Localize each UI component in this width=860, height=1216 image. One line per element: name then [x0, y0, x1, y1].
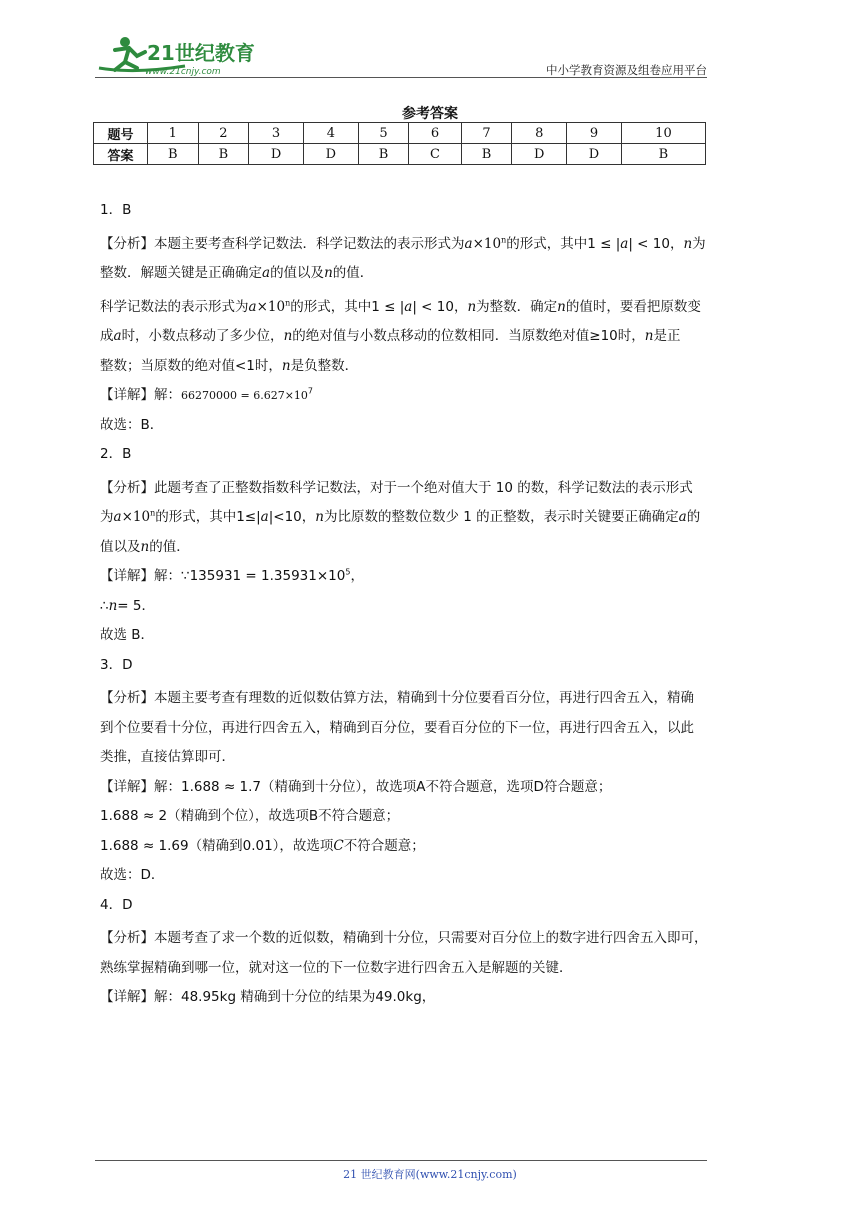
question-1-heading: 1．B	[100, 202, 132, 218]
question-number: 8	[512, 123, 567, 144]
question-3-analysis: 【分析】本题主要考查有理数的近似数估算方法，精确到十分位要看百分位，再进行四舍五入，精确	[100, 690, 694, 706]
question-1-conclusion: 故选：B．	[100, 416, 164, 433]
solutions: 1．B 【分析】本题主要考查科学记数法．科学记数法的表示形式为$a\times 10^n$的形式，其中1 ≤ |a| < 10，n为 整数．解题关键是正确确定a的值以及n的值． 科学记数法的表示形式为$a\times 10^n$的形式，其中1 ≤ |a| < 10，n为整数．确定n的值时，要看把原数变 成a时，小数点移动了多少位，n的绝对值与小数点移动的位数相同．当原数绝对值≥10时，n是正 整数；当原数的绝对值<1时，n是负整数． 【详解】解：$66270000 = 6.627\times 10^7$ 故选：B． 2．B 【分析】此题考查了正整数指数科学记数法，对于一个绝对值大于 10 的数，科学记数法的表示形式 为$a\times 10^n$的形式，其中1≤|a|<10，n为比原数的整数位数少 1 的正整数，表示时关键要正确确定a的 值以及n的值． 【详解】解：∵135931 = $1.35931\times 10^5$， ∴n= 5． 故选 B． 3．D 【分析】本题主要考查有理数的近似数估算方法，精确到十分位要看百分位，再进行四舍五入，精确 到个位要看十分位，再进行四舍五入，精确到百分位，要看百分位的下一位，再进行四舍五入，以此 类推，直接估算即可． 【详解】解：1.688 ≈ 1.7（精确到十分位），故选项A不符合题意，选项D符合题意； 1.688 ≈ 2（精确到个位），故选项B不符合题意； 1.688 ≈ 1.69（精确到0.01），故选项C不符合题意； 故选：D． 4．D 【分析】本题考查了求一个数的近似数，精确到十分位，只需要对百分位上的数字进行四舍五入即可， 熟练掌握精确到哪一位，就对这一位的下一位数字进行四舍五入是解题的关键． 【详解】解：48.95kg 精确到十分位的结果为49.0kg，	[100, 196, 768, 1013]
answer-cell: B	[148, 144, 199, 165]
question-number: 1	[148, 123, 199, 144]
logo-text: 21世纪教育	[147, 41, 255, 65]
question-number: 3	[249, 123, 304, 144]
question-3-conclusion: 故选：D．	[100, 867, 165, 883]
table-row	[94, 123, 706, 144]
question-1-analysis: 【分析】本题主要考查科学记数法．科学记数法的表示形式为$a\times 10^n$的形式，其中1 ≤ |a| < 10，n为	[100, 235, 706, 252]
question-2-therefore: ∴n= 5．	[100, 597, 155, 614]
question-2-detail: 【详解】解：∵135931 = $1.35931\times 10^5$，	[100, 567, 364, 584]
question-number: 7	[461, 123, 512, 144]
answer-table	[93, 122, 706, 165]
answer-cell: D	[303, 144, 358, 165]
logo-url: www.21cnjy.com	[145, 67, 221, 77]
question-3-detail: 【详解】解：1.688 ≈ 1.7（精确到十分位），故选项A不符合题意，选项D符合题意；	[100, 778, 612, 795]
answer-cell: D	[567, 144, 622, 165]
page-header	[95, 30, 707, 78]
answer-cell: B	[461, 144, 512, 165]
question-4-heading: 4．D	[100, 896, 133, 913]
answer-title: 参考答案	[402, 106, 458, 122]
question-2-heading: 2．B	[100, 446, 132, 462]
question-1-detail: 【详解】解：$66270000 = 6.627\times 10^7$	[100, 386, 313, 403]
answer-cell: D	[512, 144, 567, 165]
answer-cell: B	[621, 144, 705, 165]
answer-cell: C	[409, 144, 461, 165]
question-number: 2	[198, 123, 249, 144]
footer-link[interactable]: 21 世纪教育网(www.21cnjy.com)	[343, 1168, 517, 1181]
question-number: 4	[303, 123, 358, 144]
question-4-analysis: 【分析】本题考查了求一个数的近似数，精确到十分位，只需要对百分位上的数字进行四舍五入即可，	[100, 930, 708, 946]
question-2-analysis: 【分析】此题考查了正整数指数科学记数法，对于一个绝对值大于 10 的数，科学记数法的表示形式	[100, 479, 693, 496]
table-row	[94, 144, 706, 165]
platform-name: 中小学教育资源及组卷应用平台	[546, 63, 707, 77]
answer-cell: B	[198, 144, 249, 165]
question-4-detail: 【详解】解：48.95kg 精确到十分位的结果为49.0kg，	[100, 989, 436, 1005]
21cnjy-logo	[95, 30, 260, 78]
question-3-heading: 3．D	[100, 656, 133, 673]
header-divider	[95, 77, 707, 78]
question-1-explanation: 科学记数法的表示形式为$a\times 10^n$的形式，其中1 ≤ |a| < 10，n为整数．确定n的值时，要看把原数变	[100, 298, 701, 315]
answer-cell: B	[358, 144, 409, 165]
question-2-conclusion: 故选 B．	[100, 627, 155, 643]
question-number: 10	[621, 123, 705, 144]
row-label: 题号	[94, 123, 148, 144]
question-number: 9	[567, 123, 622, 144]
row-label: 答案	[94, 144, 148, 165]
answer-cell: D	[249, 144, 304, 165]
footer-divider	[95, 1160, 707, 1161]
question-number: 6	[409, 123, 461, 144]
question-number: 5	[358, 123, 409, 144]
